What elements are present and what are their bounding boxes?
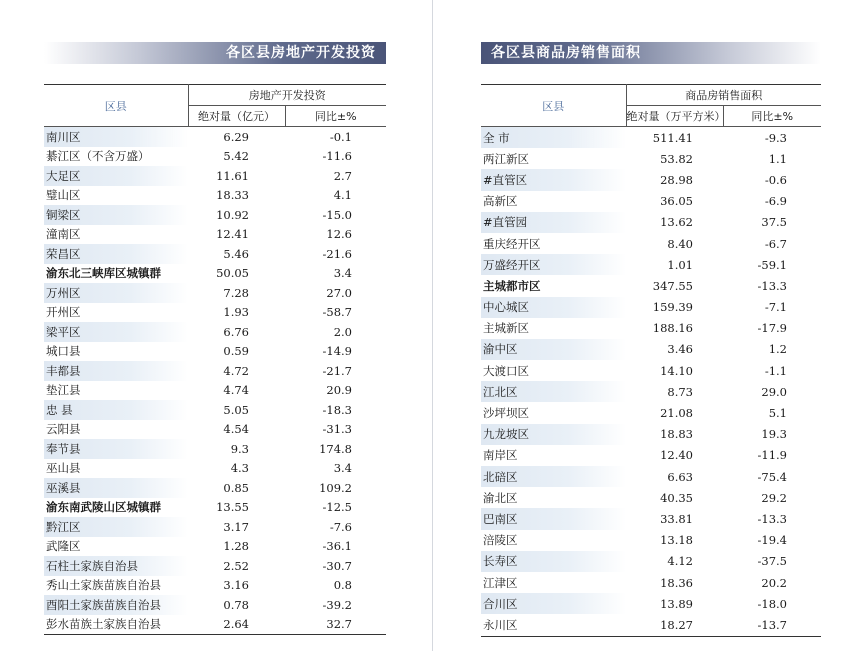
region-name-cell: 渝东北三峡库区城镇群 (46, 266, 161, 281)
table-row (44, 420, 386, 440)
region-name-cell: 巴南区 (481, 508, 626, 529)
absolute-value-cell: 5.42 (223, 149, 249, 164)
region-name-cell: 重庆经开区 (483, 236, 541, 251)
absolute-value-cell: 8.73 (667, 384, 693, 399)
region-name-cell: #直管园 (481, 212, 626, 233)
absolute-value-cell: 13.55 (216, 500, 249, 515)
absolute-value-cell: 12.40 (660, 448, 693, 463)
table-row (44, 186, 386, 206)
yoy-change-cell: 12.6 (326, 227, 352, 242)
absolute-value-cell: 13.89 (660, 596, 693, 611)
yoy-column-header: 同比±% (285, 106, 386, 127)
region-name-cell: 南岸区 (483, 448, 518, 463)
region-name-cell: 北碚区 (481, 466, 626, 487)
yoy-change-cell: -21.6 (322, 246, 352, 261)
sales-area-table-body (481, 127, 821, 637)
region-name-cell: 铜梁区 (44, 205, 188, 225)
yoy-change-cell: 3.4 (333, 461, 352, 476)
absolute-value-cell: 3.16 (223, 578, 249, 593)
region-name-cell: 高新区 (483, 194, 518, 209)
table-row (44, 147, 386, 167)
absolute-value-cell: 1.28 (223, 539, 249, 554)
region-name-cell: 巫溪县 (44, 478, 188, 498)
region-name-cell: 秀山土家族苗族自治县 (46, 578, 161, 593)
yoy-change-cell: 174.8 (319, 441, 352, 456)
yoy-change-cell: -6.9 (764, 194, 787, 209)
yoy-change-cell: 20.2 (761, 575, 787, 590)
table-row (44, 517, 386, 537)
region-name-cell: 忠 县 (44, 400, 188, 420)
absolute-value-cell: 4.12 (667, 554, 693, 569)
absolute-value-cell: 18.83 (660, 427, 693, 442)
table-row (44, 537, 386, 557)
yoy-change-cell: -13.3 (757, 511, 787, 526)
yoy-column-header: 同比±% (723, 106, 821, 127)
table-row (44, 225, 386, 245)
table-row (44, 166, 386, 186)
yoy-change-cell: 20.9 (326, 383, 352, 398)
investment-table-body (44, 127, 386, 635)
absolute-value-cell: 18.36 (660, 575, 693, 590)
table-row (481, 381, 821, 402)
yoy-change-cell: -1.1 (764, 363, 787, 378)
table-row (481, 297, 821, 318)
table-row (481, 508, 821, 529)
yoy-change-cell: -18.0 (757, 596, 787, 611)
table-row (44, 595, 386, 615)
region-name-cell: 九龙坡区 (481, 424, 626, 445)
region-name-cell: 奉节县 (44, 439, 188, 459)
absolute-value-cell: 159.39 (652, 300, 693, 315)
table-row (481, 424, 821, 445)
absolute-value-cell: 8.40 (667, 236, 693, 251)
yoy-change-cell: -7.6 (329, 519, 352, 534)
yoy-change-cell: 109.2 (319, 480, 352, 495)
table-row (481, 402, 821, 423)
sales-group-header: 商品房销售面积 (626, 85, 821, 106)
region-name-cell: 荣昌区 (44, 244, 188, 264)
region-name-cell: 江北区 (481, 381, 626, 402)
region-name-cell: 彭水苗族土家族自治县 (44, 615, 188, 635)
table-row (44, 283, 386, 303)
yoy-change-cell: -11.6 (322, 149, 352, 164)
absolute-value-cell: 50.05 (216, 266, 249, 281)
table-row (481, 551, 821, 572)
table-row (44, 556, 386, 576)
region-column-header: 区县 (481, 85, 626, 127)
region-name-cell: 主城新区 (483, 321, 529, 336)
table-row (44, 400, 386, 420)
yoy-change-cell: -13.3 (757, 278, 787, 293)
region-name-cell: 开州区 (46, 305, 81, 320)
region-name-cell: 长寿区 (481, 551, 626, 572)
absolute-value-cell: 2.52 (223, 558, 249, 573)
yoy-change-cell: -0.1 (329, 129, 352, 144)
absolute-value-cell: 6.63 (667, 469, 693, 484)
yoy-change-cell: 37.5 (761, 215, 787, 230)
table-row (44, 361, 386, 381)
yoy-change-cell: 1.1 (768, 151, 787, 166)
table-row (481, 233, 821, 254)
region-name-cell: 中心城区 (481, 297, 626, 318)
yoy-change-cell: -75.4 (757, 469, 787, 484)
yoy-change-cell: -12.5 (322, 500, 352, 515)
yoy-change-cell: 5.1 (768, 406, 787, 421)
region-name-cell: 璧山区 (46, 188, 81, 203)
table-row (44, 264, 386, 284)
absolute-value-cell: 6.29 (223, 129, 249, 144)
region-column-header: 区县 (44, 85, 188, 127)
yoy-change-cell: 1.2 (768, 342, 787, 357)
absolute-value-cell: 511.41 (652, 130, 693, 145)
region-name-cell: 城口县 (46, 344, 81, 359)
yoy-change-cell: -31.3 (322, 422, 352, 437)
yoy-change-cell: -58.7 (322, 305, 352, 320)
region-name-cell: 全 市 (481, 127, 626, 149)
table-row (481, 318, 821, 339)
region-name-cell: 酉阳土家族苗族自治县 (44, 595, 188, 615)
table-row (44, 498, 386, 518)
region-name-cell: 永川区 (481, 614, 626, 636)
region-name-cell: 石柱土家族自治县 (44, 556, 188, 576)
absolute-column-header: 绝对量（亿元） (188, 106, 285, 127)
absolute-value-cell: 40.35 (660, 490, 693, 505)
table-row (44, 576, 386, 596)
yoy-change-cell: -39.2 (322, 597, 352, 612)
region-name-cell: 合川区 (481, 593, 626, 614)
region-name-cell: #直管区 (481, 169, 626, 190)
absolute-value-cell: 7.28 (223, 285, 249, 300)
absolute-value-cell: 5.46 (223, 246, 249, 261)
region-name-cell: 渝中区 (481, 339, 626, 360)
table-row (44, 205, 386, 225)
absolute-value-cell: 18.27 (626, 614, 723, 636)
absolute-value-cell: 5.05 (223, 402, 249, 417)
table-row (481, 212, 821, 233)
investment-group-header: 房地产开发投资 (188, 85, 386, 106)
table-row (481, 466, 821, 487)
yoy-change-cell: 4.1 (333, 188, 352, 203)
region-name-cell: 南川区 (44, 127, 188, 147)
region-name-cell: 梁平区 (44, 322, 188, 342)
region-name-cell: 涪陵区 (483, 533, 518, 548)
yoy-change-cell: -9.3 (764, 130, 787, 145)
yoy-change-cell: 29.2 (761, 490, 787, 505)
absolute-value-cell: 33.81 (660, 511, 693, 526)
yoy-change-cell: -13.7 (723, 614, 821, 636)
yoy-change-cell: 32.7 (285, 615, 386, 635)
sales-area-table (481, 84, 821, 637)
investment-table (44, 84, 386, 635)
table-row (44, 615, 386, 635)
absolute-value-cell: 13.62 (660, 215, 693, 230)
table-row (44, 459, 386, 479)
yoy-change-cell: 27.0 (326, 285, 352, 300)
absolute-column-header: 绝对量（万平方米） (626, 106, 723, 127)
table-row (481, 127, 821, 149)
region-name-cell: 垫江县 (46, 383, 81, 398)
absolute-value-cell: 188.16 (652, 321, 693, 336)
absolute-value-cell: 53.82 (660, 151, 693, 166)
absolute-value-cell: 2.64 (188, 615, 285, 635)
absolute-value-cell: 3.46 (667, 342, 693, 357)
table-row (44, 244, 386, 264)
yoy-change-cell: -36.1 (322, 539, 352, 554)
yoy-change-cell: -15.0 (322, 207, 352, 222)
region-name-cell: 云阳县 (46, 422, 81, 437)
table-row (44, 342, 386, 362)
region-name-cell: 武隆区 (46, 539, 81, 554)
absolute-value-cell: 36.05 (660, 194, 693, 209)
yoy-change-cell: -6.7 (764, 236, 787, 251)
table-row (44, 303, 386, 323)
region-name-cell: 大渡口区 (483, 363, 529, 378)
region-name-cell: 巫山县 (46, 461, 81, 476)
yoy-change-cell: -30.7 (322, 558, 352, 573)
absolute-value-cell: 9.3 (230, 441, 249, 456)
region-name-cell: 江津区 (483, 575, 518, 590)
yoy-change-cell: -21.7 (322, 363, 352, 378)
yoy-change-cell: -11.9 (757, 448, 787, 463)
absolute-value-cell: 21.08 (660, 406, 693, 421)
region-name-cell: 潼南区 (46, 227, 81, 242)
yoy-change-cell: -18.3 (322, 402, 352, 417)
absolute-value-cell: 4.54 (223, 422, 249, 437)
absolute-value-cell: 1.93 (223, 305, 249, 320)
absolute-value-cell: 18.33 (216, 188, 249, 203)
yoy-change-cell: -14.9 (322, 344, 352, 359)
table-row (44, 127, 386, 147)
absolute-value-cell: 6.76 (223, 324, 249, 339)
table-row (44, 381, 386, 401)
table-row (481, 169, 821, 190)
region-name-cell: 大足区 (44, 166, 188, 186)
yoy-change-cell: -17.9 (757, 321, 787, 336)
absolute-value-cell: 11.61 (216, 168, 249, 183)
table-row (481, 339, 821, 360)
table-row (481, 487, 821, 508)
yoy-change-cell: -37.5 (757, 554, 787, 569)
absolute-value-cell: 4.74 (223, 383, 249, 398)
absolute-value-cell: 3.17 (223, 519, 249, 534)
region-name-cell: 万州区 (44, 283, 188, 303)
region-name-cell: 主城都市区 (483, 278, 541, 293)
region-name-cell: 万盛经开区 (481, 254, 626, 275)
table-row (44, 439, 386, 459)
left-section-title: 各区县房地产开发投资 (44, 42, 386, 64)
yoy-change-cell: 0.8 (333, 578, 352, 593)
table-row (481, 572, 821, 593)
yoy-change-cell: 2.7 (333, 168, 352, 183)
absolute-value-cell: 0.85 (223, 480, 249, 495)
table-row (481, 275, 821, 296)
absolute-value-cell: 1.01 (667, 257, 693, 272)
table-row (481, 593, 821, 614)
table-row (481, 191, 821, 212)
region-name-cell: 渝东南武陵山区城镇群 (46, 500, 161, 515)
page-gutter (432, 0, 433, 651)
table-row (481, 614, 821, 636)
absolute-value-cell: 12.41 (216, 227, 249, 242)
absolute-value-cell: 13.18 (660, 533, 693, 548)
yoy-change-cell: -7.1 (764, 300, 787, 315)
table-row (481, 445, 821, 466)
table-row (481, 360, 821, 381)
region-name-cell: 黔江区 (44, 517, 188, 537)
yoy-change-cell: -59.1 (757, 257, 787, 272)
absolute-value-cell: 4.3 (230, 461, 249, 476)
table-row (44, 478, 386, 498)
region-name-cell: 丰都县 (44, 361, 188, 381)
region-name-cell: 渝北区 (483, 490, 518, 505)
absolute-value-cell: 0.78 (223, 597, 249, 612)
absolute-value-cell: 347.55 (652, 278, 693, 293)
region-name-cell: 两江新区 (483, 151, 529, 166)
absolute-value-cell: 10.92 (216, 207, 249, 222)
region-name-cell: 沙坪坝区 (483, 406, 529, 421)
table-row (44, 322, 386, 342)
yoy-change-cell: 2.0 (333, 324, 352, 339)
table-row (481, 530, 821, 551)
absolute-value-cell: 28.98 (660, 172, 693, 187)
region-name-cell: 綦江区（不含万盛） (46, 149, 150, 164)
table-row (481, 148, 821, 169)
yoy-change-cell: 29.0 (761, 384, 787, 399)
yoy-change-cell: -19.4 (757, 533, 787, 548)
absolute-value-cell: 0.59 (223, 344, 249, 359)
absolute-value-cell: 14.10 (660, 363, 693, 378)
yoy-change-cell: -0.6 (764, 172, 787, 187)
table-row (481, 254, 821, 275)
yoy-change-cell: 3.4 (333, 266, 352, 281)
right-section-title: 各区县商品房销售面积 (481, 42, 821, 64)
absolute-value-cell: 4.72 (223, 363, 249, 378)
yoy-change-cell: 19.3 (761, 427, 787, 442)
